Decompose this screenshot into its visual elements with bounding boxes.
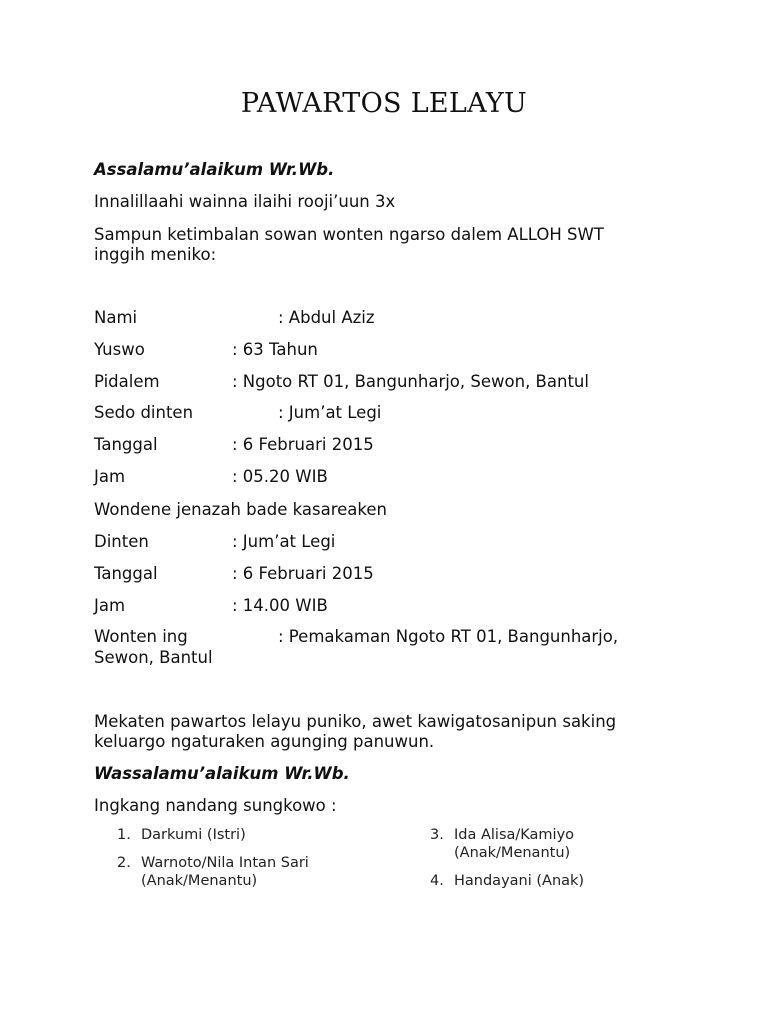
farewell: Wassalamu’alaikum Wr.Wb. — [94, 764, 350, 783]
mourner-name: Warnoto/Nila Intan Sari — [141, 855, 309, 871]
sedo-label: Sedo dinten — [94, 403, 194, 422]
nami-label: Nami — [94, 308, 138, 327]
greeting: Assalamu’alaikum Wr.Wb. — [94, 160, 335, 179]
mourner-number: 2. — [117, 855, 131, 871]
burial-jam-value: : 14.00 WIB — [232, 596, 328, 615]
mourner-number: 4. — [430, 873, 444, 889]
jam-value: : 05.20 WIB — [232, 467, 328, 486]
closing-line-2: keluargo ngaturaken agunging panuwun. — [94, 732, 435, 751]
mourner-number: 1. — [117, 827, 131, 843]
wonten-continuation: Sewon, Bantul — [94, 648, 213, 667]
closing-line-1: Mekaten pawartos lelayu puniko, awet kawigatosanipun saking — [94, 712, 617, 731]
yuswo-label: Yuswo — [94, 340, 145, 359]
pidalem-value: : Ngoto RT 01, Bangunharjo, Sewon, Bantul — [232, 372, 589, 391]
nami-value: : Abdul Aziz — [278, 308, 375, 327]
burial-jam-label: Jam — [94, 596, 126, 615]
mourner-name: Ida Alisa/Kamiyo — [454, 827, 575, 843]
burial-tanggal-value: : 6 Februari 2015 — [232, 564, 374, 583]
dinten-value: : Jum’at Legi — [232, 532, 336, 551]
mourner-relation: (Anak/Menantu) — [141, 873, 258, 889]
mourners-heading: Ingkang nandang sungkowo : — [94, 796, 337, 815]
mourner-name: Handayani (Anak) — [454, 873, 585, 889]
intro-line-2: inggih meniko: — [94, 245, 217, 264]
jam-label: Jam — [94, 467, 126, 486]
yuswo-value: : 63 Tahun — [232, 340, 318, 359]
burial-heading: Wondene jenazah bade kasareaken — [94, 500, 387, 519]
burial-tanggal-label: Tanggal — [94, 564, 158, 583]
wonten-label: Wonten ing — [94, 627, 188, 646]
tanggal-label: Tanggal — [94, 435, 158, 454]
mourner-relation: (Anak/Menantu) — [454, 845, 571, 861]
dinten-label: Dinten — [94, 532, 149, 551]
wonten-value: : Pemakaman Ngoto RT 01, Bangunharjo, — [278, 627, 619, 646]
pidalem-label: Pidalem — [94, 372, 160, 391]
mourner-number: 3. — [430, 827, 444, 843]
tanggal-value: : 6 Februari 2015 — [232, 435, 374, 454]
sedo-value: : Jum’at Legi — [278, 403, 382, 422]
mourner-name: Darkumi (Istri) — [141, 827, 246, 843]
intro-line-1: Sampun ketimbalan sowan wonten ngarso dalem ALLOH SWT — [94, 225, 604, 244]
innalillaahi-line: Innalillaahi wainna ilaihi rooji’uun 3x — [94, 192, 396, 211]
document-title: PAWARTOS LELAYU — [240, 88, 528, 119]
